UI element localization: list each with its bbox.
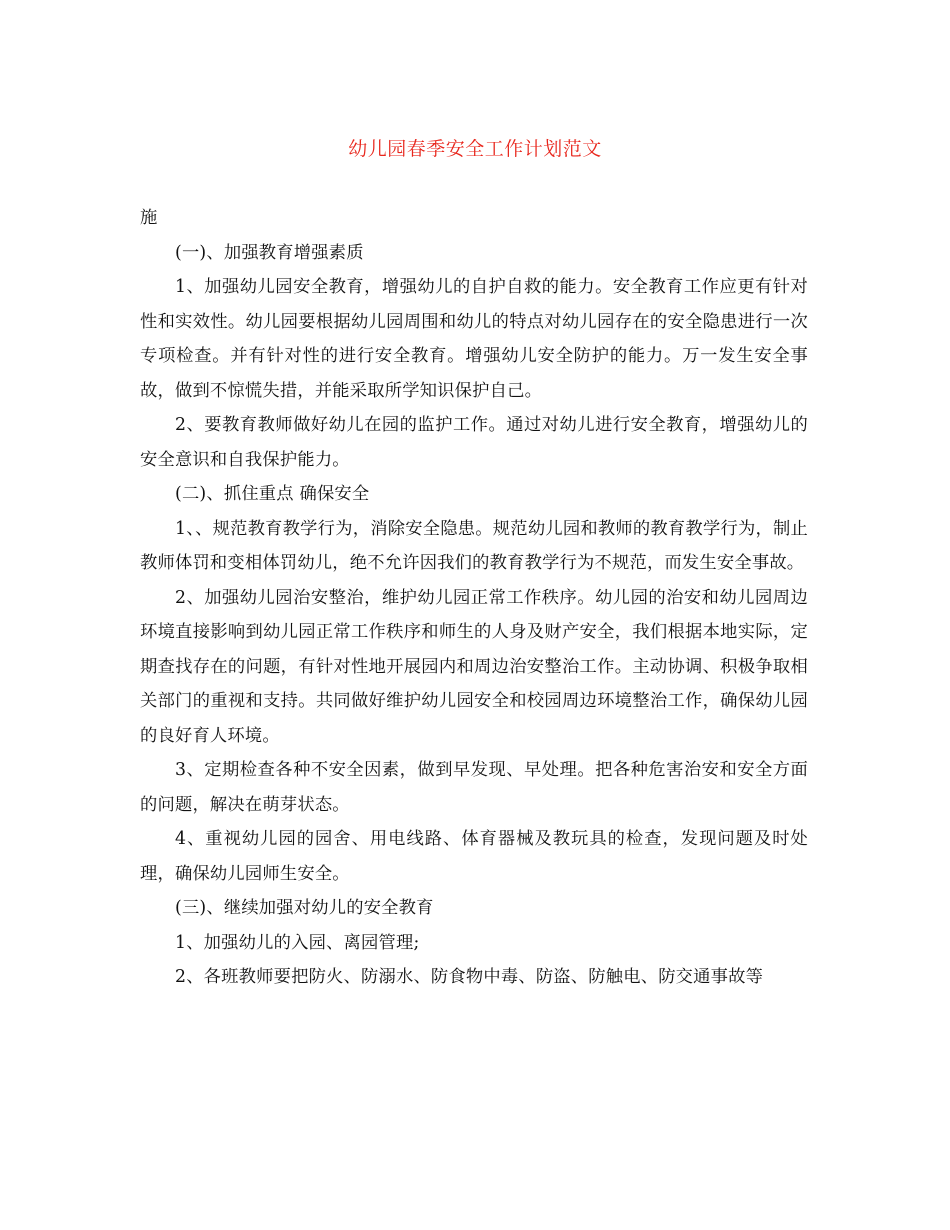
document-body	[140, 201, 808, 995]
paragraph-1-1: 1、加强幼儿园安全教育，增强幼儿的自护自救的能力。安全教育工作应更有针对性和实效性。幼儿园要根据幼儿园周围和幼儿的特点对幼儿园存在的安全隐患进行一次专项检查。并有针对性的进行安全教育。增强幼儿安全防护的能力。万一发生安全事故，做到不惊慌失措，并能采取所学知识保护自己。	[140, 277, 808, 401]
paragraph-2-3: 3、定期检查各种不安全因素，做到早发现、早处理。把各种危害治安和安全方面的问题，解决在萌芽状态。	[140, 760, 808, 815]
paragraph-2-4: 4、重视幼儿园的园舍、用电线路、体育器械及教玩具的检查，发现问题及时处理，确保幼儿园师生安全。	[140, 829, 808, 884]
document-title: 幼儿园春季安全工作计划范文	[348, 138, 602, 160]
section-heading-2: (二)、抓住重点 确保安全	[175, 484, 370, 504]
paragraph-1-2: 2、要教育教师做好幼儿在园的监护工作。通过对幼儿进行安全教育，增强幼儿的安全意识和自我保护能力。	[140, 415, 808, 470]
paragraph-3-1: 1、加强幼儿的入园、离园管理;	[175, 932, 420, 953]
paragraph-continuation: 施	[140, 208, 158, 228]
paragraph-2-1: 1、、规范教育教学行为，消除安全隐患。规范幼儿园和教师的教育教学行为，制止教师体罚和变相体罚幼儿，绝不允许因我们的教育教学行为不规范，而发生安全事故。	[140, 518, 808, 573]
section-heading-3: (三)、继续加强对幼儿的安全教育	[175, 898, 434, 918]
paragraph-3-2: 2、各班教师要把防火、防溺水、防食物中毒、防盗、防触电、防交通事故等	[175, 967, 764, 987]
section-heading-1: (一)、加强教育增强素质	[175, 242, 364, 263]
paragraph-2-2: 2、加强幼儿园治安整治，维护幼儿园正常工作秩序。幼儿园的治安和幼儿园周边环境直接影响到幼儿园正常工作秩序和师生的人身及财产安全，我们根据本地实际，定期查找存在的问题，有针对性地开展园内和周边治安整治工作。主动协调、积极争取相关部门的重视和支持。共同做好维护幼儿园安全和校园周边环境整治工作，确保幼儿园的良好育人环境。	[140, 587, 808, 746]
